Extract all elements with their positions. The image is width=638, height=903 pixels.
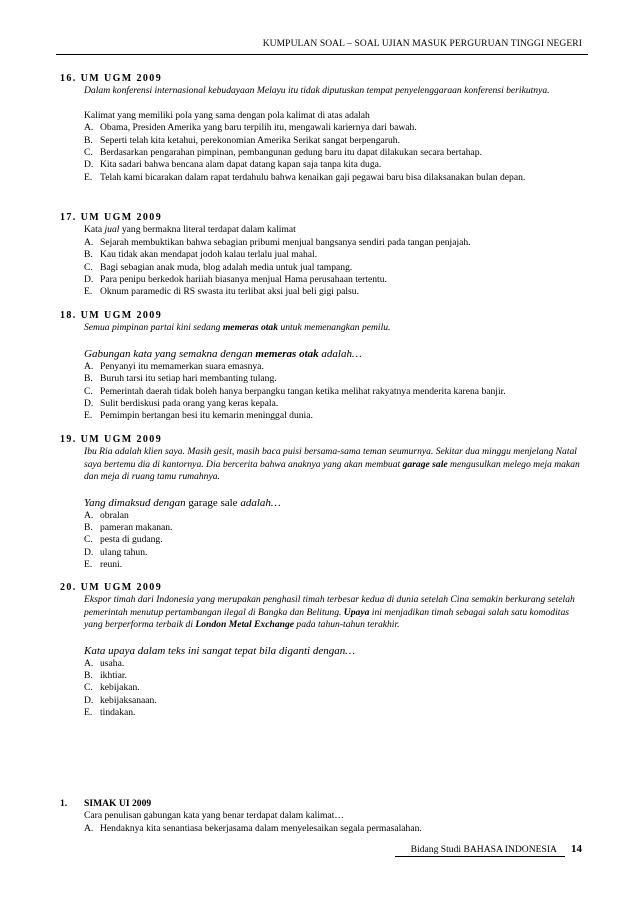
option-letter: C. (84, 147, 93, 159)
options-list (84, 237, 590, 299)
answer-option (84, 522, 590, 534)
option-text: pameran makanan. (100, 522, 173, 534)
answer-option (84, 274, 590, 286)
answer-option (84, 823, 590, 835)
option-letter: A. (84, 360, 94, 372)
option-letter: D. (84, 398, 94, 410)
question-19 (60, 434, 590, 572)
option-letter: D. (84, 694, 94, 706)
option-letter: E. (84, 171, 93, 183)
option-text: pesta di gudang. (100, 534, 163, 546)
question-header: 18. UM UGM 2009 (60, 310, 163, 321)
option-letter: C. (84, 385, 93, 397)
option-text: Pemimpin bertangan besi itu kemarin meninggal dunia. (100, 410, 313, 422)
option-text: tindakan. (100, 707, 136, 719)
answer-option (84, 172, 590, 184)
question-prompt: Yang dimaksud dengan garage sale adalah… (84, 496, 281, 509)
question-header: 16. UM UGM 2009 (60, 73, 163, 84)
option-text: Kau tidak akan mendapat jodoh kalau terlalu jual mahal. (100, 249, 318, 261)
answer-option (84, 707, 590, 719)
answer-option (84, 398, 590, 410)
option-letter: B. (84, 134, 93, 146)
option-text: Telah kami bicarakan dalam rapat terdahulu bahwa kenaikan gaji pegawai baru bisa dilaksanakan bulan depan. (100, 171, 526, 183)
option-letter: A. (84, 509, 94, 521)
question-16 (60, 73, 590, 184)
option-text: obralan (100, 509, 129, 521)
option-letter: B. (84, 522, 93, 534)
option-text: Penyanyi itu memamerkan suara emasnya. (100, 360, 264, 372)
option-text: Oknum paramedic di RS swasta itu terlibat aksi jual beli gigi palsu. (100, 286, 359, 298)
option-text: ulang tahun. (100, 546, 148, 558)
option-letter: E. (84, 410, 93, 422)
option-letter: E. (84, 707, 93, 719)
page-number: 14 (571, 843, 582, 855)
question-header: 1. SIMAK UI 2009 (60, 798, 152, 809)
option-text: Kita sadari bahwa bencana alam dapat datang kapan saja tanpa kita duga. (100, 159, 382, 171)
option-text: reuni. (100, 559, 123, 571)
question-17 (60, 212, 590, 299)
option-letter: D. (84, 159, 94, 171)
answer-option (84, 682, 590, 694)
question-stimulus: Ekspor timah dari Indonesia yang merupakan penghasil timah terbesar kedua di dunia setelah Cina semakin berkurang setelah pemerintah menutup pertambangan ilegal di Bangka dan Belitung. Upaya ini menjadikan timah sebagai salah satu komoditas yang berperforma terbaik di London Metal Exchange pada tahun-tahun terakhir. (84, 594, 575, 631)
option-letter: A. (84, 236, 94, 248)
question-prompt: Cara penulisan gabungan kata yang benar terdapat dalam kalimat… (84, 810, 344, 822)
option-text: ikhtiar. (100, 670, 127, 682)
options-list (84, 658, 590, 720)
option-text: Buruh tarsi itu setiap hari membanting tulang. (100, 373, 277, 385)
option-text: Sulit berdiskusi pada orang yang keras kepala. (100, 398, 279, 410)
footer-subject: Bidang Studi BAHASA INDONESIA (410, 843, 557, 855)
option-letter: C. (84, 261, 93, 273)
option-letter: C. (84, 534, 93, 546)
options-list (84, 361, 590, 423)
answer-option (84, 658, 590, 670)
question-header: 17. UM UGM 2009 (60, 212, 163, 223)
answer-option (84, 286, 590, 298)
answer-option (84, 547, 590, 559)
option-letter: E. (84, 286, 93, 298)
option-letter: A. (84, 122, 94, 134)
question-18 (60, 310, 590, 423)
option-letter: D. (84, 546, 94, 558)
question-stimulus: Ibu Ria adalah klien saya. Masih gesit, masih baca puisi bersama-sama teman seumurnya. Sekitar dua minggu menjelang Natal saya bertemu dia di kantornya. Dia bercerita bahwa anaknya yang akan membuat garage sale mengusulkan melego meja makan dan meja di ruang tamu rumahnya. (84, 446, 580, 483)
answer-option (84, 373, 590, 385)
option-letter: B. (84, 670, 93, 682)
answer-option (84, 159, 590, 171)
answer-option (84, 534, 590, 546)
answer-option (84, 249, 590, 261)
options-list (84, 823, 590, 835)
option-text: kebijakan. (100, 682, 140, 694)
option-text: Obama, Presiden Amerika yang baru terpilih itu, mengawali kariernya dari bawah. (100, 122, 417, 134)
question-header: 20. UM UGM 2009 (60, 582, 163, 593)
option-text: Hendaknya kita senantiasa bekerjasama dalam menyelesaikan segala permasalahan. (100, 822, 422, 834)
question-20 (60, 582, 590, 720)
answer-option (84, 510, 590, 522)
option-text: Sejarah membuktikan bahwa sebagian pribumi menjual bangsanya sendiri pada tangan penjajah. (100, 236, 471, 248)
header-divider (56, 54, 588, 55)
option-text: Seperti telah kita ketahui, perekonomian Amerika Serikat sangat berpengaruh. (100, 134, 400, 146)
question-prompt: Kata upaya dalam teks ini sangat tepat bila diganti dengan… (84, 644, 356, 657)
options-list (84, 510, 590, 572)
answer-option (84, 361, 590, 373)
footer-divider (395, 856, 565, 857)
question-prompt: Gabungan kata yang semakna dengan memeras otak adalah… (84, 347, 362, 360)
answer-option (84, 262, 590, 274)
option-letter: A. (84, 657, 94, 669)
answer-option (84, 386, 590, 398)
page-footer (411, 843, 582, 855)
answer-option (84, 670, 590, 682)
options-list (84, 122, 590, 184)
option-letter: A. (84, 822, 94, 834)
answer-option (84, 135, 590, 147)
option-text: Pemerintah daerah tidak boleh hanya berpangku tangan ketika melihat rakyatnya menderita karena banjir. (100, 385, 506, 397)
page-header: KUMPULAN SOAL – SOAL UJIAN MASUK PERGURUAN TINGGI NEGERI (262, 39, 582, 49)
answer-option (84, 695, 590, 707)
option-letter: B. (84, 249, 93, 261)
option-letter: C. (84, 682, 93, 694)
option-letter: B. (84, 373, 93, 385)
question-stimulus: Semua pimpinan partai kini sedang memeras otak untuk memenangkan pemilu. (84, 322, 391, 334)
option-text: Berdasarkan pengarahan pimpinan, pembangunan gedung baru itu dapat dilakukan secara bertahap. (100, 147, 483, 159)
option-letter: E. (84, 559, 93, 571)
question-prompt: Kata jual yang bermakna literal terdapat dalam kalimat (84, 224, 296, 236)
answer-option (84, 559, 590, 571)
answer-option (84, 147, 590, 159)
question-stimulus: Dalam konferensi internasional kebudayaan Melayu itu tidak diputuskan tempat penyelenggaraan konferensi berikutnya. (84, 85, 550, 97)
option-text: kebijaksanaan. (100, 694, 157, 706)
option-letter: D. (84, 274, 94, 286)
option-text: usaha. (100, 657, 125, 669)
question-header: 19. UM UGM 2009 (60, 434, 163, 445)
question-prompt: Kalimat yang memiliki pola yang sama dengan pola kalimat di atas adalah (84, 109, 370, 121)
answer-option (84, 237, 590, 249)
option-text: Bagi sebagian anak muda, blog adalah media untuk jual tampang. (100, 261, 353, 273)
answer-option (84, 122, 590, 134)
option-text: Para penipu berkedok hariiah biasanya menjual Hama perusahaan tertentu. (100, 274, 387, 286)
question-simak-1 (60, 798, 590, 835)
answer-option (84, 410, 590, 422)
